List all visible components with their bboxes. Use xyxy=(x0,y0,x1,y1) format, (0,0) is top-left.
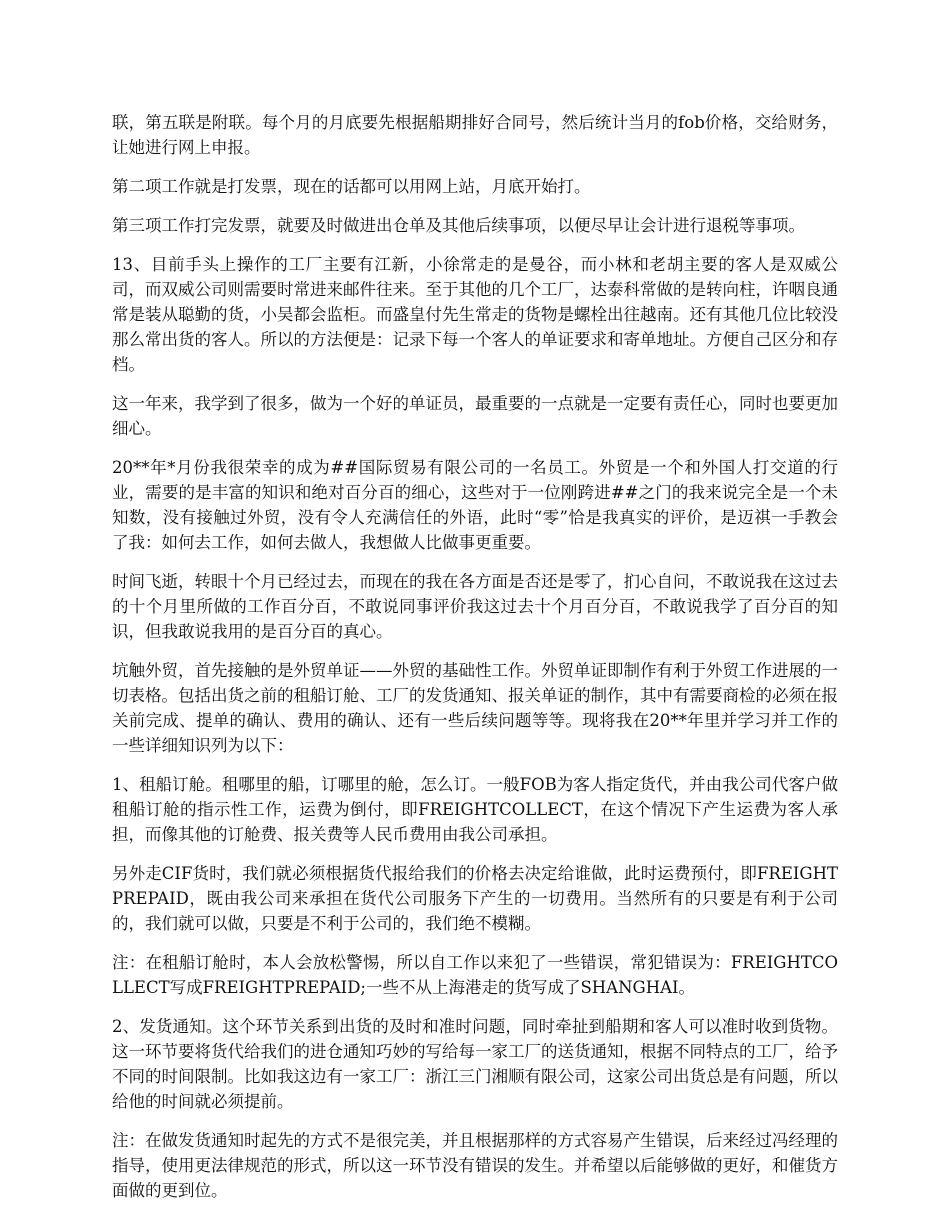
paragraph-11: 注：在租船订舱时，本人会放松警惕，所以自工作以来犯了一些错误，常犯错误为：FREIGHTCOLLECT写成FREIGHTPREPAID;一些不从上海港走的货写成了SHANGHAI。 xyxy=(112,953,838,997)
paragraph-6: 20**年*月份我很荣幸的成为##国际贸易有限公司的一名员工。外贸是一个和外国人打交道的行业，需要的是丰富的知识和绝对百分百的细心，这些对于一位刚跨进##之门的我来说完全是一个未知数，没有接触过外贸，没有令人充满信任的外语，此时“零”恰是我真实的评价，是迈祺一手教会了我：如何去工作，如何去做人，我想做人比做事更重要。 xyxy=(112,458,838,552)
paragraph-12: 2、发货通知。这个环节关系到出货的及时和准时问题，同时牵扯到船期和客人可以准时收到货物。这一环节要将货代给我们的进仓通知巧妙的写给每一家工厂的送货通知，根据不同特点的工厂，给予不同的时间限制。比如我这边有一家工厂：浙江三门湘顺有限公司，这家公司出货总是有问题，所以给他的时间就必须提前。 xyxy=(112,1017,838,1111)
paragraph-1: 联，第五联是附联。每个月的月底要先根据船期排好合同号，然后统计当月的fob价格，交给财务，让她进行网上申报。 xyxy=(112,113,838,157)
paragraph-3: 第三项工作打完发票，就要及时做进出仓单及其他后续事项，以便尽早让会计进行退税等事项。 xyxy=(112,216,805,235)
document-page xyxy=(112,110,838,1217)
paragraph-7: 时间飞逝，转眼十个月已经过去，而现在的我在各方面是否还是零了，扪心自问，不敢说我在这过去的十个月里所做的工作百分百，不敢说同事评价我这过去十个月百分百，不敢说我学了百分百的知识，但我敢说我用的是百分百的真心。 xyxy=(112,572,838,641)
paragraph-10: 另外走CIF货时，我们就必须根据货代报给我们的价格去决定给谁做，此时运费预付，即FREIGHTPREPAID，既由我公司来承担在货代公司服务下产生的一切费用。当然所有的只要是有利于公司的，我们就可以做，只要是不利于公司的，我们绝不模糊。 xyxy=(112,864,838,933)
paragraph-13: 注：在做发货通知时起先的方式不是很完美，并且根据那样的方式容易产生错误，后来经过冯经理的指导，使用更法律规范的形式，所以这一环节没有错误的发生。并希望以后能够做的更好，和催货方面做的更到位。 xyxy=(112,1131,838,1200)
paragraph-9: 1、租船订舱。租哪里的船，订哪里的舱，怎么订。一般FOB为客人指定货代，并由我公司代客户做租船订舱的指示性工作，运费为倒付，即FREIGHTCOLLECT，在这个情况下产生运费为客人承担，而像其他的订舱费、报关费等人民币费用由我公司承担。 xyxy=(112,775,838,844)
paragraph-8: 坑触外贸，首先接触的是外贸单证——外贸的基础性工作。外贸单证即制作有利于外贸工作进展的一切表格。包括出货之前的租船订舱、工厂的发货通知、报关单证的制作，其中有需要商检的必须在报关前完成、提单的确认、费用的确认、还有一些后续问题等等。现将我在20**年里并学习并工作的一些详细知识列为以下： xyxy=(112,661,838,755)
paragraph-2: 第二项工作就是打发票，现在的话都可以用网上站，月底开始打。 xyxy=(112,177,591,196)
paragraph-5: 这一年来，我学到了很多，做为一个好的单证员，最重要的一点就是一定要有责任心，同时也要更加细心。 xyxy=(112,394,838,438)
paragraph-4: 13、目前手头上操作的工厂主要有江新，小徐常走的是曼谷，而小林和老胡主要的客人是双威公司，而双威公司则需要时常进来邮件往来。至于其他的几个工厂，达泰科常做的是转向柱，许咽良通常是装从聪勤的货，小吴都会监柜。而盛皇付先生常走的货物是螺栓出往越南。还有其他几位比较没那么常出货的客人。所以的方法便是：记录下每一个客人的单证要求和寄单地址。方便自己区分和存档。 xyxy=(112,255,838,374)
